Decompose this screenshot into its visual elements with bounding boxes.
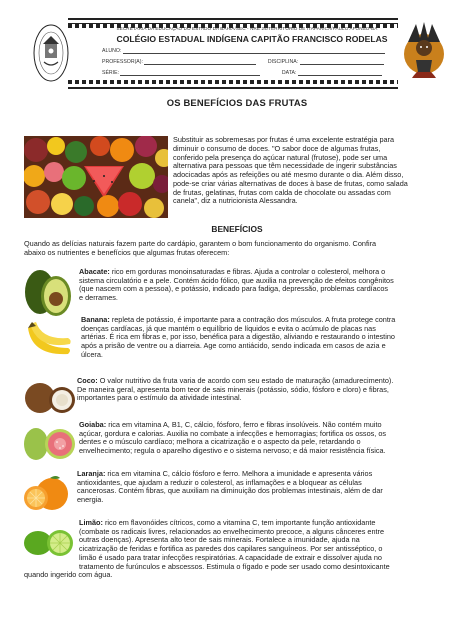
guava-line: açúcar, gordura e calorias. Auxilia no combate a infecções e hemorragias; fortifica os ossos, os — [79, 428, 387, 438]
guava-line: dentes e o músculo cardíaco; melhora a cicatrização e o aspecto da pele, retardando o — [79, 437, 361, 447]
intro-line: pode-se criar várias alternativas de doces à base de frutas, como salada — [173, 178, 408, 188]
lead-line: Quando as delícias naturais fazem parte do cardápio, garantem o bom funcionamento do organismo. Confira — [24, 239, 377, 248]
banana-paragraph — [81, 316, 451, 360]
lime-line: (combate os radicais livres, relacionados ao envelhecimento precoce, a alguns cânceres entre — [79, 526, 385, 536]
banana-line: úlcera. — [81, 349, 103, 359]
intro-line: alternativa para pessoas que têm necessidade de ingerir substâncias — [173, 161, 397, 171]
intro-line: canela", diz a nutricionista Alessandra. — [173, 196, 298, 206]
student-field-row — [102, 48, 385, 54]
avocado-image — [22, 266, 74, 318]
lime-last-line: quando ingerido com água. — [24, 570, 113, 579]
intro-line: de frutas, gelatinas, frutas com calda de chocolate ou assadas com — [173, 187, 391, 197]
avocado-paragraph — [79, 268, 451, 303]
intro-line: Substituir as sobremesas por frutas é uma excelente estratégia para — [173, 135, 395, 144]
lime-line: outras doenças). Apresenta alto teor de sais minerais. Fortalece a imunidade, ajuda na — [79, 535, 360, 545]
guava-line: Goiaba: rica em vitamina A, B1, C, cálcio, fósforo, ferro e fibras insolúveis. Não contém muito — [79, 420, 382, 429]
grade-line — [120, 71, 260, 76]
banana-line: doenças cardíacas, já que mantém o equilíbrio de líquidos e evita o acúmulo de placas nas — [81, 323, 376, 333]
student-label: ALUNO: — [102, 48, 122, 54]
banana-line: após a prisão de ventre ou a diarreia. Age como antiácido, sendo indicada em casos de azia e — [81, 341, 386, 351]
orange-line: antioxidantes, que ajudam a reduzir o colesterol, as inflamações e a bloquear as células — [77, 477, 362, 487]
banana-image — [24, 320, 76, 362]
teacher-field-row — [102, 59, 384, 65]
coconut-paragraph — [77, 377, 451, 403]
lead-line: abaixo os nutrientes e benefícios que algumas frutas oferecem: — [24, 247, 230, 257]
teacher-label: PROFESSOR(A): — [102, 59, 143, 65]
page-title: OS BENEFÍCIOS DAS FRUTAS — [166, 97, 308, 108]
avocado-line: e derrames. — [79, 293, 118, 303]
guava-name: Goiaba: — [79, 420, 107, 429]
benefits-lead — [24, 240, 454, 258]
banana-line: Banana: repleta de potássio, é importante para a contração dos músculos. A fruta protege contra — [81, 315, 396, 324]
lime-line: Limão: rico em flavonóides cítricos, como a vitamina C, tem importante função antioxidante — [79, 518, 376, 527]
school-name: COLÉGIO ESTADUAL INDÍGENA CAPITÃO FRANCISCO RODELAS — [116, 34, 388, 44]
avocado-line: sistema circulatório e a pele. Contém ácido fólico, que auxilia na prevenção de efeitos congênitos — [79, 275, 394, 285]
school-seal-logo — [32, 22, 70, 84]
intro-line: diminuir o consumo de doces. "O sabor doce de algumas frutas, — [173, 143, 381, 153]
indigenous-figure-logo — [402, 20, 446, 88]
date-label: DATA: — [281, 70, 297, 76]
coconut-line: Coco: O valor nutritivo da fruta varia de acordo com seu estado de maturação (amadurecimento). — [77, 376, 394, 385]
banana-line: artérias. É rica em fibras e, por isso, benéfica para a digestão, aliviando e restaurando o intestino — [81, 332, 395, 342]
avocado-line: (que nascem com a pessoa), e potássio, indicado para fadiga, depressão, problemas cardíacos — [79, 284, 389, 294]
intro-line: adocicadas após as refeições ou até mesmo durante o dia. Além disso, — [173, 170, 404, 179]
coconut-line: importantes para o estímulo da atividade intestinal. — [77, 393, 242, 403]
subject-label: DISCIPLINA: — [267, 59, 299, 65]
coconut-image — [24, 380, 76, 416]
coconut-line: De maneira geral, apresenta bom teor de sais minerais (potássio, sódio, fósforo e cloro) e fibras, — [77, 384, 389, 394]
grade-label: SÉRIE: — [102, 70, 120, 76]
orange-paragraph — [77, 470, 451, 505]
avocado-name: Abacate: — [79, 267, 110, 276]
teacher-line — [144, 60, 256, 65]
orange-line: energia. — [77, 495, 104, 505]
header-bottom-border — [68, 84, 398, 89]
intro-paragraph — [173, 136, 451, 206]
assorted-fruits-image — [24, 136, 168, 218]
lime-image — [22, 528, 76, 558]
orange-name: Laranja: — [77, 469, 106, 478]
lime-paragraph — [79, 519, 451, 571]
student-line — [123, 49, 385, 54]
guava-paragraph — [79, 421, 451, 456]
avocado-line: Abacate: rico em gorduras monoinsaturadas e fibras. Ajuda a controlar o colesterol, melhora o — [79, 267, 386, 276]
lime-line: tratamento de furúnculos e abscessos. Estimula o fígado e pode ser usado como desintoxicante — [79, 561, 390, 571]
subject-line — [300, 60, 384, 65]
intro-line: conferido pela presença do açúcar natural (frutose), pode ser uma — [173, 152, 388, 162]
guava-image — [22, 420, 76, 464]
lime-line: limão é usado para tratar infecções respiratórias. A capacidade de extrair e dissolver ajuda no — [79, 552, 382, 562]
date-line — [298, 71, 382, 76]
guava-line: envelhecimento; regula o aparelho digestivo e o sistema nervoso; e dá maior resistência física. — [79, 446, 386, 456]
orange-image — [22, 472, 74, 514]
lime-name: Limão: — [79, 518, 103, 527]
lime-line: cicatrização de feridas e fortifica as paredes dos capilares sanguíneos. Por ser antisséptico, o — [79, 544, 383, 554]
benefits-heading: BENEFÍCIOS — [211, 224, 263, 234]
department-line: SECRETARIA DA EDUCAÇÃO DO ESTADO DA BAHIA/SEC - NRE 24/TERRITÓRIO DE ITAPARICA/PAULO AFONSO-BA — [116, 26, 378, 31]
banana-name: Banana: — [81, 315, 110, 324]
document-header — [32, 18, 446, 92]
orange-line: cancerosas. Contém fibras, que auxiliam na diminuição dos problemas intestinais, além de dar — [77, 486, 383, 496]
coconut-name: Coco: — [77, 376, 98, 385]
grade-field-row — [102, 70, 382, 76]
orange-line: Laranja: rica em vitamina C, cálcio fósforo e ferro. Melhora a imunidade e apresenta vários — [77, 469, 373, 478]
